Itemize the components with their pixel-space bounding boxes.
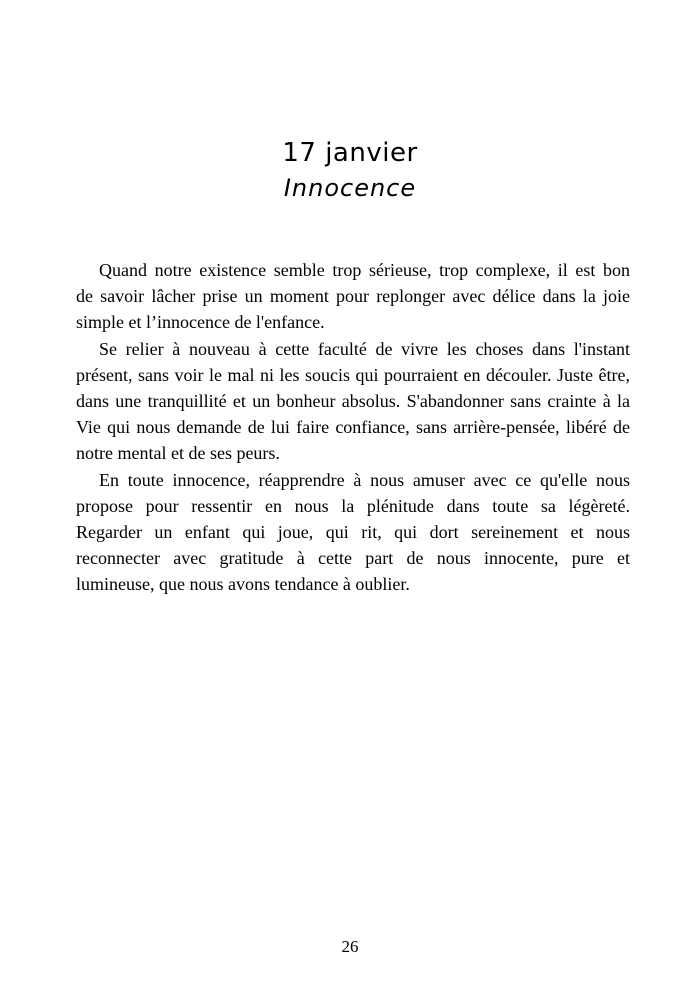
chapter-theme-subtitle: Innocence <box>283 174 417 202</box>
text-line: notre mental et de ses peurs. <box>76 442 280 463</box>
text-line: dans une tranquillité et un bonheur absolus. S'abandonner sans crainte à la <box>76 390 630 411</box>
paragraph <box>76 337 630 466</box>
text-line: simple et l’innocence de l'enfance. <box>76 311 325 332</box>
chapter-date-title: 17 janvier <box>282 138 418 168</box>
text-line: reconnecter avec gratitude à cette part de nous innocente, pure et <box>76 547 630 568</box>
body-text <box>76 258 630 599</box>
text-line: lumineuse, que nous avons tendance à oublier. <box>76 573 410 594</box>
text-line: Regarder un enfant qui joue, qui rit, qui dort sereinement et nous <box>76 521 630 542</box>
page-number: 26 <box>341 937 359 956</box>
text-line: de savoir lâcher prise un moment pour replonger avec délice dans la joie <box>76 285 630 306</box>
text-line: Quand notre existence semble trop sérieuse, trop complexe, il est bon <box>99 260 630 280</box>
text-line: En toute innocence, réapprendre à nous amuser avec ce qu'elle nous <box>99 470 630 491</box>
text-line: Vie qui nous demande de lui faire confiance, sans arrière-pensée, libéré de <box>76 416 630 437</box>
text-line: propose pour ressentir en nous la plénitude dans toute sa légèreté. <box>76 496 630 517</box>
text-line: Se relier à nouveau à cette faculté de vivre les choses dans l'instant <box>99 339 630 360</box>
paragraph <box>76 258 630 335</box>
paragraph <box>76 468 630 597</box>
text-line: présent, sans voir le mal ni les soucis qui pourraient en découler. Juste être, <box>76 365 630 386</box>
